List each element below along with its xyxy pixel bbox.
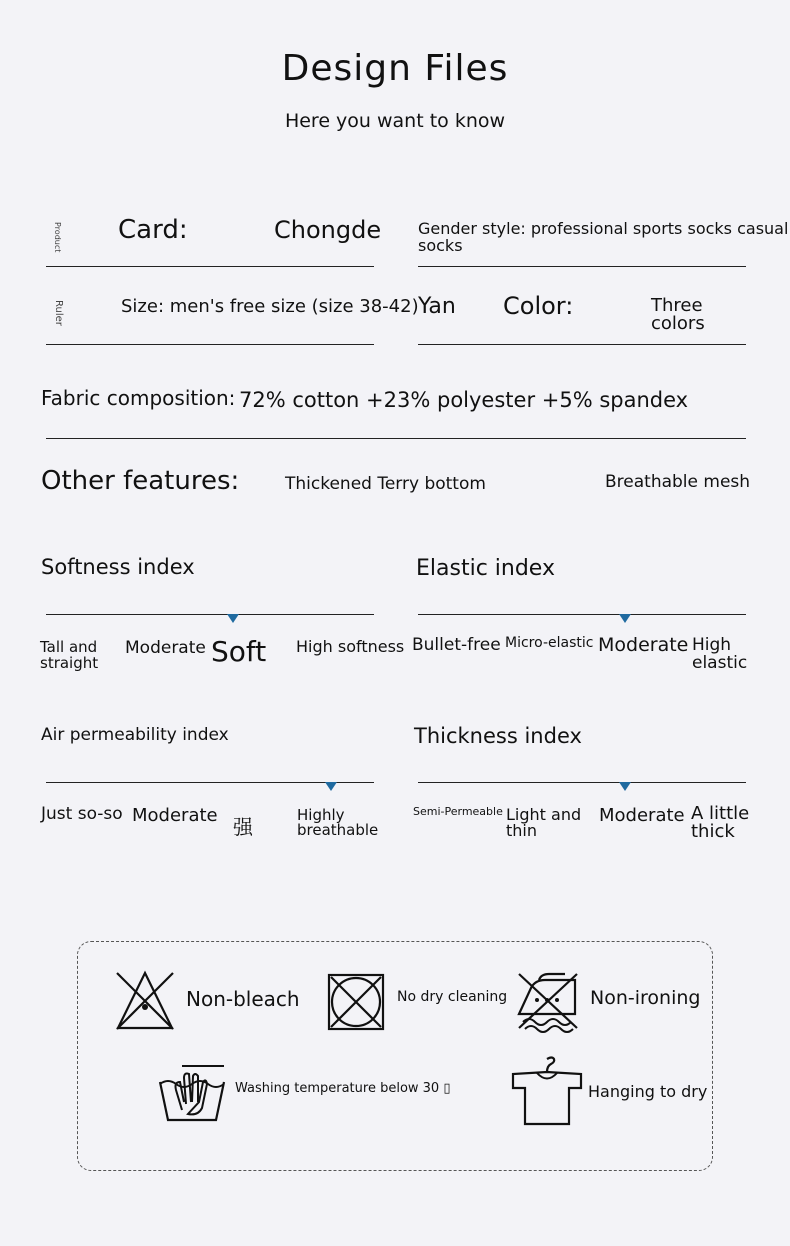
non-bleach-label: Non-bleach <box>186 987 300 1011</box>
air-level-3: 强 <box>233 815 253 839</box>
page-title: Design Files <box>281 48 509 89</box>
softness-title: Softness index <box>41 555 195 579</box>
softness-marker <box>227 614 239 623</box>
elastic-title: Elastic index <box>416 556 555 581</box>
color-label: Color: <box>503 292 574 320</box>
size-suffix: Yan <box>418 294 456 319</box>
feature-item: Thickened Terry bottom <box>285 474 486 494</box>
thickness-scale <box>418 782 746 783</box>
divider <box>46 266 374 267</box>
divider <box>46 344 374 345</box>
card-value: Chongde <box>274 216 382 244</box>
feature-item: Breathable mesh <box>605 472 751 492</box>
air-title: Air permeability index <box>41 725 229 745</box>
air-level-4: breathable <box>297 821 379 839</box>
ruler-tag: Ruler <box>53 300 64 326</box>
elastic-level-2: Micro-elastic <box>505 635 594 651</box>
thickness-marker <box>619 782 631 791</box>
color-value-line2: colors <box>651 313 705 334</box>
hang-dry-icon <box>511 1058 583 1126</box>
divider <box>46 438 746 439</box>
color-value-line1: Three <box>651 295 703 316</box>
air-level-4: Highly <box>297 806 345 824</box>
wash-temperature-label: Washing temperature below 30 ▯ <box>235 1081 451 1096</box>
softness-level-2: Moderate <box>125 638 206 658</box>
thickness-level-4: A little <box>691 803 750 824</box>
no-dry-clean-icon <box>327 973 385 1031</box>
features-label: Other features: <box>41 466 240 496</box>
gender-style-line1: Gender style: professional sports socks casual <box>418 219 789 238</box>
elastic-level-1: Bullet-free <box>412 635 501 655</box>
softness-scale <box>46 614 374 615</box>
softness-level-1: Tall and <box>40 638 98 656</box>
elastic-marker <box>619 614 631 623</box>
divider <box>418 266 746 267</box>
no-bleach-icon <box>114 970 176 1032</box>
hang-dry-label: Hanging to dry <box>588 1082 708 1101</box>
elastic-scale <box>418 614 746 615</box>
air-level-2: Moderate <box>132 805 218 826</box>
thickness-level-1: Semi-Permeable <box>413 805 503 818</box>
fabric-value: 72% cotton +23% polyester +5% spandex <box>239 388 689 412</box>
air-level-1: Just so-so <box>41 804 123 824</box>
softness-level-1: straight <box>40 654 99 672</box>
non-ironing-label: Non-ironing <box>590 987 701 1009</box>
fabric-label: Fabric composition: <box>41 386 236 410</box>
thickness-level-4: thick <box>691 821 735 842</box>
elastic-level-4: elastic <box>692 653 748 673</box>
card-label: Card: <box>118 215 188 245</box>
air-marker <box>325 782 337 791</box>
elastic-level-4: High <box>692 635 732 655</box>
elastic-level-3: Moderate <box>598 634 689 656</box>
product-tag: Product <box>53 222 62 253</box>
thickness-level-2: thin <box>506 821 537 840</box>
no-dry-clean-label: No dry cleaning <box>397 989 508 1005</box>
softness-level-4: High softness <box>296 637 405 656</box>
divider <box>418 344 746 345</box>
thickness-level-2: Light and <box>506 805 582 824</box>
thickness-title: Thickness index <box>414 724 582 748</box>
thickness-level-3: Moderate <box>599 805 685 826</box>
softness-level-3: Soft <box>211 635 267 668</box>
wash-basin-icon <box>158 1062 226 1124</box>
page-subtitle: Here you want to know <box>284 110 506 132</box>
gender-style-line2: socks <box>418 236 463 255</box>
size-text: Size: men's free size (size 38-42) <box>121 296 419 317</box>
no-ironing-icon <box>515 970 581 1032</box>
